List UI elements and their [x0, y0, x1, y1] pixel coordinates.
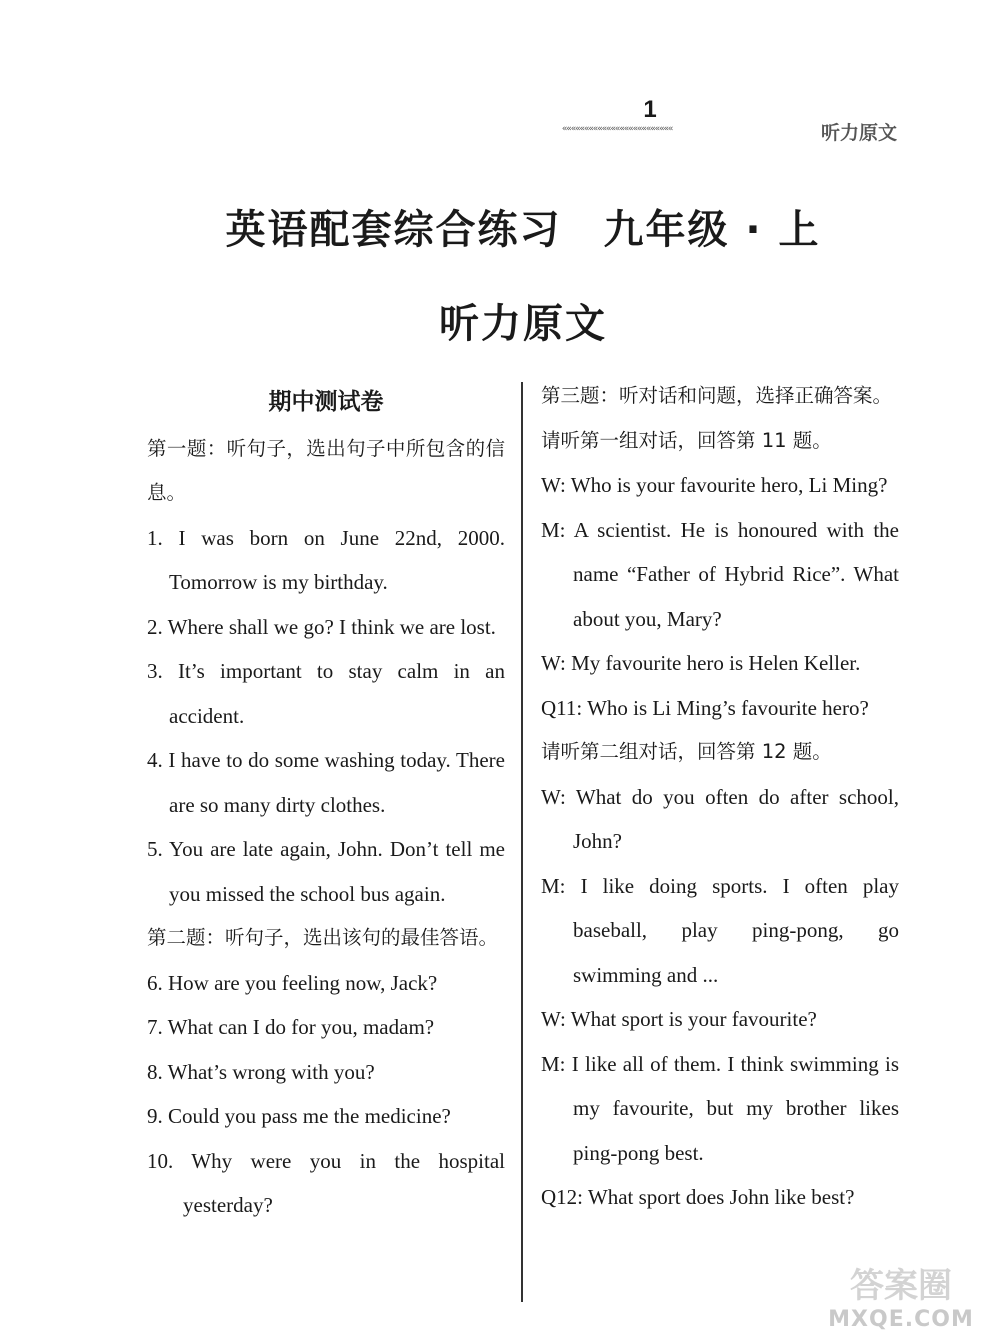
list-item: 4. I have to do some washing today. There are so many dirty clothes. [147, 748, 505, 817]
page-subtitle: 听力原文 [439, 301, 607, 347]
dialogue-line: M: I like all of them. I think swimming is my favourite, but my brother likes ping-pong best. [541, 1051, 899, 1165]
left-column [147, 380, 505, 1228]
dialogue-line: M: A scientist. He is honoured with the name “Father of Hybrid Rice”. What about you, Mary? [541, 517, 899, 631]
right-column [541, 374, 899, 1220]
page-title: 英语配套综合练习 九年级 · 上 [225, 207, 821, 253]
list-item: 7. What can I do for you, madam? [147, 1015, 435, 1039]
list-item: 3. It’s important to stay calm in an accident. [147, 659, 505, 728]
dialogue-line: W: My favourite hero is Helen Keller. [541, 651, 861, 675]
header-decorative-rule: ««««««««««««««««««««««««« [562, 124, 673, 134]
dialogue-line: W: What do you often do after school, John? [541, 784, 899, 853]
group1-intro: 请听第一组对话，回答第 11 题。 [541, 428, 832, 452]
dialogue-line: W: What sport is your favourite? [541, 1007, 817, 1031]
dialogue-line: W: Who is your favourite hero, Li Ming? [541, 473, 888, 497]
list-item: 5. You are late again, John. Don’t tell me you missed the school bus again. [147, 837, 505, 906]
watermark-bottom: MXQE.COM [828, 1307, 974, 1332]
group2-intro: 请听第二组对话，回答第 12 题。 [541, 740, 832, 763]
list-item: 6. How are you feeling now, Jack? [147, 970, 438, 995]
part1-instruction: 第一题：听句子，选出句子中所包含的信息。 [147, 436, 505, 504]
question-12: Q12: What sport does John like best? [541, 1185, 855, 1209]
dialogue-line: M: I like doing sports. I often play baseball, play ping-pong, go swimming and ... [541, 873, 899, 987]
part3-instruction: 第三题：听对话和问题，选择正确答案。 [541, 384, 893, 407]
list-item: 9. Could you pass me the medicine? [147, 1104, 451, 1128]
header-section-label: 听力原文 [820, 122, 897, 144]
section-title: 期中测试卷 [268, 389, 384, 415]
list-item: 1. I was born on June 22nd, 2000. Tomorrow is my birthday. [147, 525, 505, 594]
watermark-top: 答案圈 [850, 1266, 952, 1306]
part2-instruction: 第二题：听句子，选出该句的最佳答语。 [147, 926, 499, 949]
watermark-logo [816, 1266, 986, 1338]
question-11: Q11: Who is Li Ming’s favourite hero? [541, 695, 869, 720]
list-item: 8. What’s wrong with you? [147, 1059, 375, 1084]
list-item: 10. Why were you in the hospital yesterday? [147, 1148, 505, 1217]
list-item: 2. Where shall we go? I think we are lost. [147, 614, 496, 639]
page-number: 1 [643, 96, 657, 123]
column-divider [521, 382, 523, 1302]
